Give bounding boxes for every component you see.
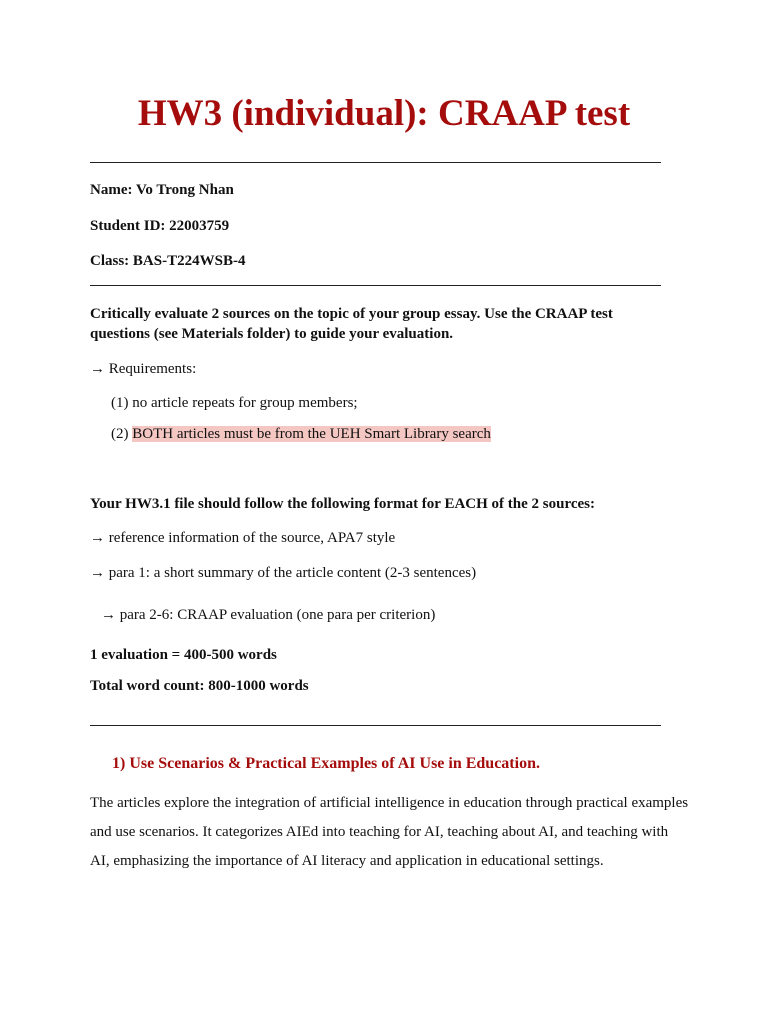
requirement-item-2-highlight: BOTH articles must be from the UEH Smart Library search [132, 426, 491, 442]
student-id: Student ID: 22003759 [90, 218, 230, 234]
format-line-summary: → para 1: a short summary of the article content (2-3 sentences) [90, 565, 477, 581]
section-1-body: The articles explore the integration of artificial intelligence in education through practical examples and use scenarios. It categorizes AIEd into teaching for AI, teaching about AI, and teaching with AI, emphasizing the importance of AI literacy and application in educational settings. [90, 795, 689, 869]
format-line-evaluation: → para 2-6: CRAAP evaluation (one para per criterion) [101, 607, 436, 623]
divider-top [90, 162, 661, 163]
requirement-item-1: (1) no article repeats for group members; [111, 395, 358, 411]
evaluation-word-count: 1 evaluation = 400-500 words [90, 647, 277, 663]
divider-format [90, 725, 661, 726]
requirements-heading: → Requirements: [90, 361, 197, 377]
total-word-count: Total word count: 800-1000 words [90, 678, 309, 694]
student-class: Class: BAS-T224WSB-4 [90, 253, 246, 269]
requirement-item-2 [111, 424, 491, 444]
requirement-item-2-prefix: (2) [111, 426, 133, 442]
student-name: Name: Vo Trong Nhan [90, 182, 234, 198]
format-line-reference: → reference information of the source, APA7 style [90, 530, 396, 546]
assignment-intro: Critically evaluate 2 sources on the topic of your group essay. Use the CRAAP test questions (see Materials folder) to guide your evaluation. [90, 306, 613, 342]
divider-student [90, 285, 661, 286]
document-title: HW3 (individual): CRAAP test [137, 93, 631, 134]
section-1-heading: 1) Use Scenarios & Practical Examples of AI Use in Education. [112, 755, 540, 772]
format-heading: Your HW3.1 file should follow the following format for EACH of the 2 sources: [90, 496, 595, 512]
